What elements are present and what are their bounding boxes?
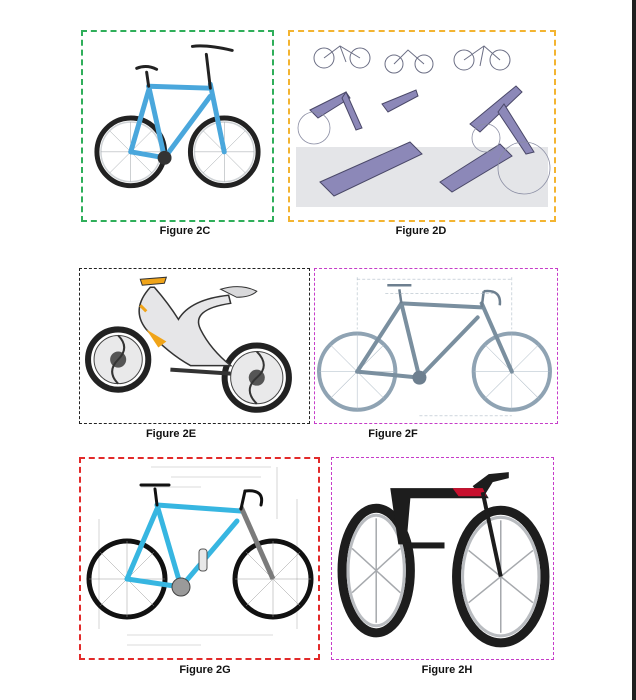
figure-2f-caption: Figure 2F — [368, 428, 418, 440]
figure-2d-frame — [288, 30, 556, 222]
frame-concept-sketches-image — [290, 32, 554, 220]
figure-2g-frame — [79, 457, 320, 660]
concept-bicycle-orange-accents-image — [80, 269, 309, 423]
figure-2h-frame — [331, 457, 554, 660]
figure-2e-frame — [79, 268, 310, 424]
figure-2h-caption: Figure 2H — [421, 664, 473, 676]
figure-2g-caption: Figure 2G — [179, 664, 231, 676]
hubless-concept-bicycle-image — [332, 458, 553, 659]
figure-2c-caption: Figure 2C — [159, 225, 211, 237]
dimensioned-blue-bicycle-image — [81, 459, 318, 658]
figure-2e-caption: Figure 2E — [145, 428, 197, 440]
figure-2f-frame — [314, 268, 558, 424]
blue-road-bicycle-image — [83, 32, 272, 220]
figure-2c-frame — [81, 30, 274, 222]
dimensioned-bicycle-drawing-image — [315, 269, 557, 423]
figure-2d-caption: Figure 2D — [395, 225, 447, 237]
